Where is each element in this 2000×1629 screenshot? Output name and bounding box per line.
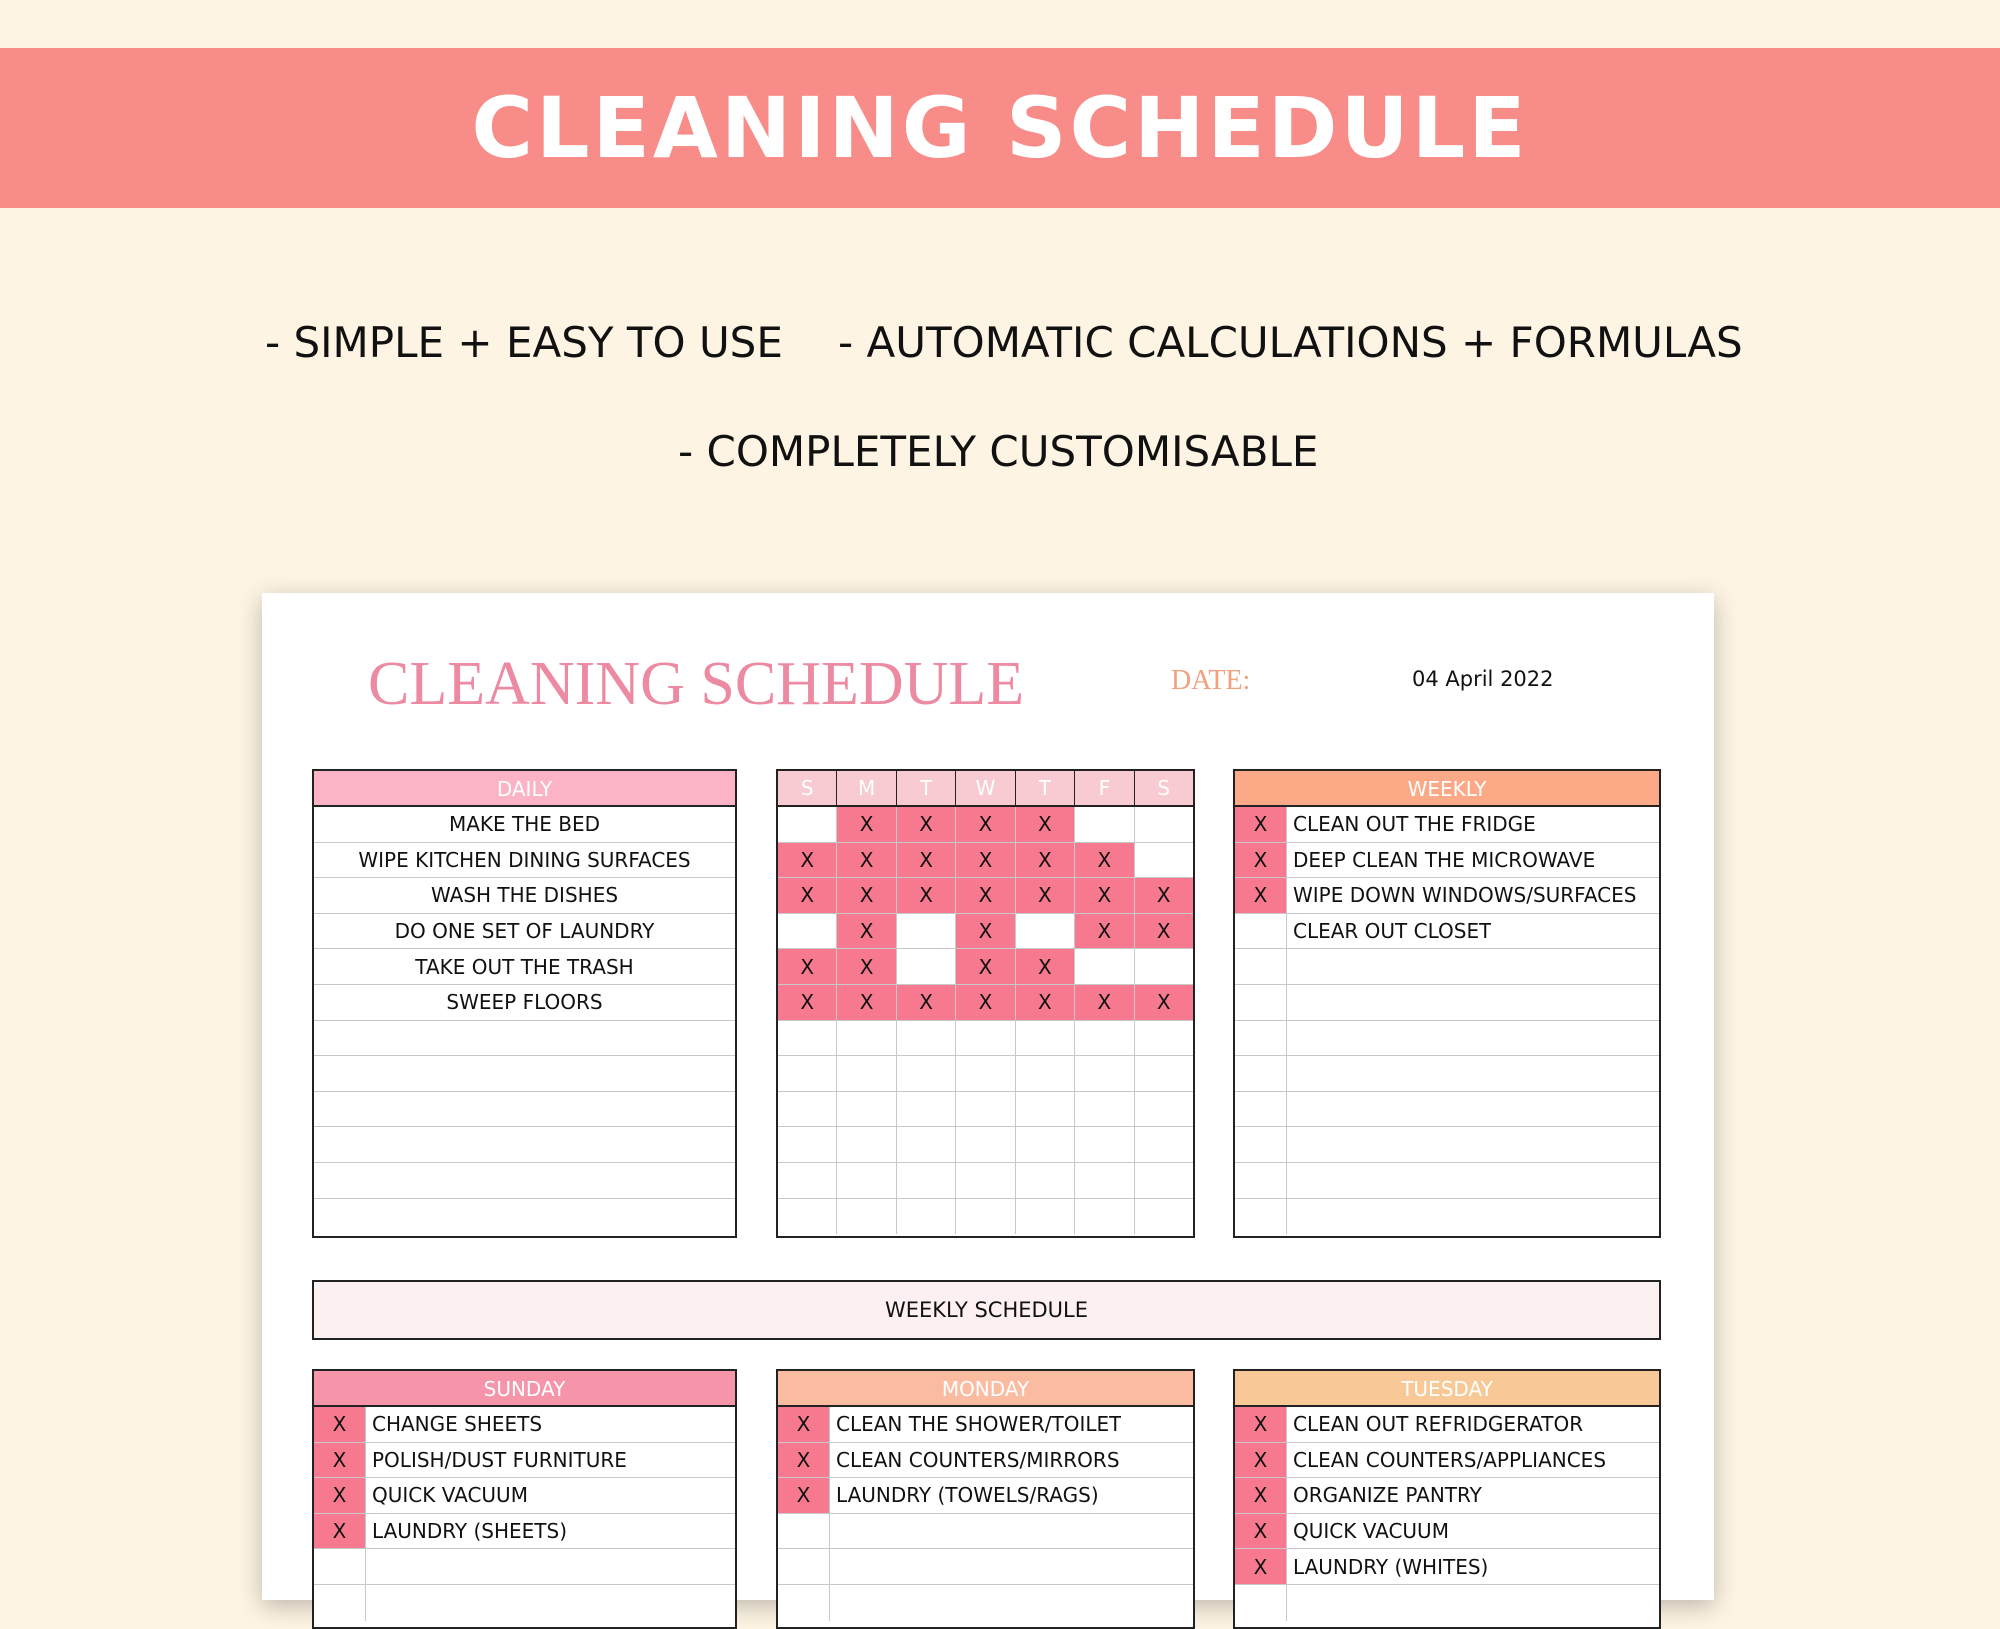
spreadsheet-preview	[262, 593, 1714, 1600]
day-check-cell[interactable]	[837, 1199, 896, 1235]
day-check-cell[interactable]	[1016, 1199, 1075, 1235]
day-check-cell[interactable]	[837, 1056, 896, 1091]
weekly-task-list	[1235, 807, 1659, 1234]
day-header-row	[778, 771, 1193, 807]
monday-task-row	[778, 1407, 1193, 1443]
tuesday-task-row	[1235, 1585, 1659, 1621]
day-check-cell[interactable]	[778, 1199, 837, 1235]
sheet-title: CLEANING SCHEDULE	[368, 650, 1025, 718]
day-check-cell[interactable]	[1075, 949, 1134, 984]
tuesday-task-list	[1235, 1407, 1659, 1621]
feature-simple: - SIMPLE + EASY TO USE	[265, 318, 783, 367]
day-grid-row	[778, 843, 1193, 879]
weekly-checkbox[interactable]: X	[1235, 878, 1287, 913]
monday-task-label[interactable]: LAUNDRY (TOWELS/RAGS)	[836, 1483, 1099, 1508]
weekly-panel	[1233, 769, 1661, 1238]
day-check-cell[interactable]	[956, 1056, 1015, 1091]
day-header-cell: S	[778, 771, 837, 805]
weekly-checkbox[interactable]	[1235, 1163, 1287, 1198]
weekly-task-row	[1235, 949, 1659, 985]
day-check-cell[interactable]	[837, 1092, 896, 1127]
sunday-task-label[interactable]: LAUNDRY (SHEETS)	[372, 1519, 567, 1544]
daily-task-row[interactable]: WIPE KITCHEN DINING SURFACES	[314, 843, 735, 879]
day-check-cell[interactable]	[1016, 1056, 1075, 1091]
weekly-task-label[interactable]: CLEAR OUT CLOSET	[1293, 919, 1492, 944]
day-check-cell-marked[interactable]: X	[1016, 878, 1075, 913]
monday-task-row	[778, 1585, 1193, 1621]
day-check-cell[interactable]	[1075, 1056, 1134, 1091]
weekly-schedule-bar: WEEKLY SCHEDULE	[312, 1280, 1661, 1340]
day-check-cell-marked[interactable]: X	[778, 985, 837, 1020]
monday-checkbox[interactable]	[778, 1549, 830, 1584]
weekly-task-row	[1235, 1199, 1659, 1235]
day-check-cell[interactable]	[1135, 807, 1193, 842]
day-check-cell[interactable]	[1135, 1127, 1193, 1162]
day-check-cell[interactable]	[778, 807, 837, 842]
day-check-cell-marked[interactable]: X	[1075, 985, 1134, 1020]
weekly-task-row	[1235, 914, 1659, 950]
day-check-cell[interactable]	[837, 1163, 896, 1198]
tuesday-task-label[interactable]: LAUNDRY (WHITES)	[1293, 1554, 1489, 1579]
sunday-task-row	[314, 1443, 735, 1479]
day-check-cell[interactable]	[1016, 1021, 1075, 1056]
tuesday-task-label[interactable]: QUICK VACUUM	[1293, 1519, 1449, 1544]
day-header-cell: T	[897, 771, 956, 805]
day-check-cell-marked[interactable]: X	[1135, 985, 1193, 1020]
day-check-cell[interactable]	[897, 1056, 956, 1091]
day-check-cell[interactable]	[837, 1021, 896, 1056]
day-check-cell-marked[interactable]: X	[1135, 878, 1193, 913]
tuesday-task-row	[1235, 1443, 1659, 1479]
weekly-task-label[interactable]: WIPE DOWN WINDOWS/SURFACES	[1293, 883, 1637, 908]
day-check-cell-marked[interactable]: X	[956, 878, 1015, 913]
tuesday-header: TUESDAY	[1235, 1371, 1659, 1407]
daily-task-row[interactable]: WASH THE DISHES	[314, 878, 735, 914]
daily-task-row[interactable]	[314, 1127, 735, 1163]
day-check-cell[interactable]	[778, 914, 837, 949]
sunday-task-list	[314, 1407, 735, 1621]
day-check-cell[interactable]	[778, 1163, 837, 1198]
weekly-checkbox[interactable]	[1235, 1056, 1287, 1091]
weekly-task-row	[1235, 1021, 1659, 1057]
tuesday-checkbox[interactable]: X	[1235, 1443, 1287, 1478]
weekly-task-row	[1235, 1056, 1659, 1092]
day-check-cell[interactable]	[1135, 1056, 1193, 1091]
sunday-checkbox[interactable]	[314, 1549, 366, 1584]
monday-task-row	[778, 1443, 1193, 1479]
banner-title: CLEANING SCHEDULE	[471, 79, 1529, 177]
tuesday-task-row	[1235, 1478, 1659, 1514]
monday-checkbox[interactable]: X	[778, 1478, 830, 1513]
day-check-cell-marked[interactable]: X	[778, 843, 837, 878]
day-check-cell-marked[interactable]: X	[956, 949, 1015, 984]
weekly-checkbox[interactable]	[1235, 1127, 1287, 1162]
weekly-checkbox[interactable]	[1235, 985, 1287, 1020]
day-check-cell-marked[interactable]: X	[897, 985, 956, 1020]
tuesday-checkbox[interactable]	[1235, 1585, 1287, 1621]
day-check-cell-marked[interactable]: X	[1016, 949, 1075, 984]
day-grid-row	[778, 807, 1193, 843]
monday-checkbox[interactable]: X	[778, 1407, 830, 1442]
monday-task-list	[778, 1407, 1193, 1621]
day-check-cell-marked[interactable]: X	[1016, 985, 1075, 1020]
sunday-task-row	[314, 1407, 735, 1443]
day-check-cell-marked[interactable]: X	[1016, 843, 1075, 878]
day-check-cell[interactable]	[837, 1127, 896, 1162]
day-check-cell[interactable]	[897, 1163, 956, 1198]
day-check-cell[interactable]	[897, 949, 956, 984]
sunday-header: SUNDAY	[314, 1371, 735, 1407]
tuesday-task-label[interactable]: CLEAN OUT REFRIDGERATOR	[1293, 1412, 1584, 1437]
day-check-cell[interactable]	[956, 1021, 1015, 1056]
day-check-cell[interactable]	[1135, 843, 1193, 878]
monday-task-row	[778, 1549, 1193, 1585]
day-check-cell[interactable]	[1075, 1021, 1134, 1056]
weekly-task-row	[1235, 985, 1659, 1021]
day-check-cell-marked[interactable]: X	[1016, 807, 1075, 842]
sunday-panel	[312, 1369, 737, 1629]
sunday-checkbox[interactable]: X	[314, 1514, 366, 1549]
weekly-task-row	[1235, 843, 1659, 879]
daily-task-row[interactable]: TAKE OUT THE TRASH	[314, 949, 735, 985]
day-check-cell-marked[interactable]: X	[837, 949, 896, 984]
day-check-cell[interactable]	[1016, 1092, 1075, 1127]
monday-header: MONDAY	[778, 1371, 1193, 1407]
daily-task-row[interactable]	[314, 1021, 735, 1057]
daily-task-row[interactable]	[314, 1163, 735, 1199]
day-check-cell[interactable]	[778, 1127, 837, 1162]
monday-task-row	[778, 1478, 1193, 1514]
day-check-cell-marked[interactable]: X	[897, 807, 956, 842]
tuesday-checkbox[interactable]: X	[1235, 1549, 1287, 1584]
day-grid	[778, 807, 1193, 1234]
day-check-cell[interactable]	[1075, 1127, 1134, 1162]
weekly-checkbox[interactable]	[1235, 914, 1287, 949]
day-grid-panel	[776, 769, 1195, 1238]
monday-task-row	[778, 1514, 1193, 1550]
day-check-cell[interactable]	[1075, 1092, 1134, 1127]
date-label: DATE:	[1171, 665, 1251, 696]
day-check-cell-marked[interactable]: X	[956, 843, 1015, 878]
weekly-task-row	[1235, 1163, 1659, 1199]
day-check-cell-marked[interactable]: X	[1135, 914, 1193, 949]
sunday-task-label[interactable]: CHANGE SHEETS	[372, 1412, 543, 1437]
day-check-cell[interactable]	[778, 1056, 837, 1091]
tuesday-task-row	[1235, 1407, 1659, 1443]
daily-task-list	[314, 807, 735, 1234]
monday-task-label[interactable]: CLEAN THE SHOWER/TOILET	[836, 1412, 1122, 1437]
sunday-task-label[interactable]: POLISH/DUST FURNITURE	[372, 1447, 627, 1472]
day-check-cell-marked[interactable]: X	[956, 807, 1015, 842]
day-check-cell[interactable]	[1135, 1092, 1193, 1127]
weekly-task-row	[1235, 807, 1659, 843]
daily-task-row[interactable]	[314, 1056, 735, 1092]
monday-checkbox[interactable]	[778, 1514, 830, 1549]
day-check-cell-marked[interactable]: X	[778, 949, 837, 984]
day-check-cell[interactable]	[897, 914, 956, 949]
weekly-checkbox[interactable]: X	[1235, 843, 1287, 878]
weekly-task-label[interactable]: CLEAN OUT THE FRIDGE	[1293, 812, 1536, 837]
day-header-cell: T	[1016, 771, 1075, 805]
day-grid-row	[778, 1199, 1193, 1235]
day-grid-row	[778, 949, 1193, 985]
day-check-cell-marked[interactable]: X	[837, 985, 896, 1020]
day-check-cell[interactable]	[1016, 914, 1075, 949]
day-grid-row	[778, 1021, 1193, 1057]
day-check-cell[interactable]	[1135, 1163, 1193, 1198]
weekly-header: WEEKLY	[1235, 771, 1659, 807]
day-grid-row	[778, 914, 1193, 950]
day-check-cell[interactable]	[956, 1163, 1015, 1198]
day-header-cell: M	[837, 771, 896, 805]
day-check-cell[interactable]	[897, 1199, 956, 1235]
day-check-cell[interactable]	[1075, 807, 1134, 842]
monday-checkbox[interactable]: X	[778, 1443, 830, 1478]
day-grid-row	[778, 985, 1193, 1021]
feature-customisable: - COMPLETELY CUSTOMISABLE	[678, 427, 1319, 476]
daily-task-row[interactable]: MAKE THE BED	[314, 807, 735, 843]
day-check-cell-marked[interactable]: X	[956, 914, 1015, 949]
daily-task-row[interactable]: DO ONE SET OF LAUNDRY	[314, 914, 735, 950]
weekly-task-row	[1235, 1127, 1659, 1163]
sunday-task-row	[314, 1478, 735, 1514]
day-grid-row	[778, 878, 1193, 914]
day-check-cell[interactable]	[778, 1092, 837, 1127]
monday-panel	[776, 1369, 1195, 1629]
sunday-task-label[interactable]: QUICK VACUUM	[372, 1483, 528, 1508]
daily-task-row[interactable]: SWEEP FLOORS	[314, 985, 735, 1021]
day-check-cell[interactable]	[1016, 1163, 1075, 1198]
tuesday-task-row	[1235, 1549, 1659, 1585]
daily-task-row[interactable]	[314, 1199, 735, 1235]
day-check-cell[interactable]	[1016, 1127, 1075, 1162]
sunday-checkbox[interactable]: X	[314, 1478, 366, 1513]
day-grid-row	[778, 1092, 1193, 1128]
day-check-cell[interactable]	[897, 1092, 956, 1127]
sunday-task-row	[314, 1549, 735, 1585]
day-check-cell[interactable]	[1075, 1163, 1134, 1198]
day-check-cell-marked[interactable]: X	[837, 878, 896, 913]
tuesday-task-label[interactable]: CLEAN COUNTERS/APPLIANCES	[1293, 1447, 1607, 1472]
day-check-cell-marked[interactable]: X	[897, 878, 956, 913]
monday-checkbox[interactable]	[778, 1585, 830, 1621]
day-check-cell[interactable]	[897, 1127, 956, 1162]
weekly-checkbox[interactable]: X	[1235, 807, 1287, 842]
day-check-cell[interactable]	[1135, 949, 1193, 984]
tuesday-task-row	[1235, 1514, 1659, 1550]
monday-task-label[interactable]: CLEAN COUNTERS/MIRRORS	[836, 1447, 1120, 1472]
day-check-cell[interactable]	[778, 1021, 837, 1056]
day-check-cell[interactable]	[956, 1127, 1015, 1162]
sunday-checkbox[interactable]: X	[314, 1407, 366, 1442]
date-value[interactable]: 04 April 2022	[1412, 667, 1554, 691]
weekly-task-row	[1235, 1092, 1659, 1128]
weekly-checkbox[interactable]	[1235, 949, 1287, 984]
day-check-cell-marked[interactable]: X	[837, 807, 896, 842]
day-check-cell-marked[interactable]: X	[837, 914, 896, 949]
day-grid-row	[778, 1056, 1193, 1092]
daily-header: DAILY	[314, 771, 735, 807]
day-header-cell: F	[1075, 771, 1134, 805]
tuesday-panel	[1233, 1369, 1661, 1629]
day-check-cell[interactable]	[956, 1199, 1015, 1235]
day-grid-row	[778, 1127, 1193, 1163]
day-check-cell-marked[interactable]: X	[1075, 878, 1134, 913]
day-header-cell: W	[956, 771, 1015, 805]
day-check-cell-marked[interactable]: X	[1075, 843, 1134, 878]
sunday-task-row	[314, 1585, 735, 1621]
daily-panel	[312, 769, 737, 1238]
tuesday-task-label[interactable]: ORGANIZE PANTRY	[1293, 1483, 1482, 1508]
day-check-cell[interactable]	[1135, 1199, 1193, 1235]
day-check-cell-marked[interactable]: X	[1075, 914, 1134, 949]
tuesday-checkbox[interactable]: X	[1235, 1514, 1287, 1549]
day-check-cell-marked[interactable]: X	[837, 843, 896, 878]
sunday-task-row	[314, 1514, 735, 1550]
weekly-task-row	[1235, 878, 1659, 914]
day-header-cell: S	[1135, 771, 1193, 805]
feature-automatic: - AUTOMATIC CALCULATIONS + FORMULAS	[838, 318, 1743, 367]
daily-task-row[interactable]	[314, 1092, 735, 1128]
day-grid-row	[778, 1163, 1193, 1199]
weekly-checkbox[interactable]	[1235, 1199, 1287, 1235]
weekly-checkbox[interactable]	[1235, 1021, 1287, 1056]
day-check-cell[interactable]	[956, 1092, 1015, 1127]
tuesday-checkbox[interactable]: X	[1235, 1478, 1287, 1513]
sunday-checkbox[interactable]	[314, 1585, 366, 1621]
banner	[0, 48, 2000, 208]
day-check-cell-marked[interactable]: X	[956, 985, 1015, 1020]
day-check-cell-marked[interactable]: X	[778, 878, 837, 913]
tuesday-checkbox[interactable]: X	[1235, 1407, 1287, 1442]
sunday-checkbox[interactable]: X	[314, 1443, 366, 1478]
day-check-cell[interactable]	[1135, 1021, 1193, 1056]
day-check-cell-marked[interactable]: X	[897, 843, 956, 878]
weekly-checkbox[interactable]	[1235, 1092, 1287, 1127]
weekly-task-label[interactable]: DEEP CLEAN THE MICROWAVE	[1293, 847, 1596, 872]
day-check-cell[interactable]	[897, 1021, 956, 1056]
day-check-cell[interactable]	[1075, 1199, 1134, 1235]
